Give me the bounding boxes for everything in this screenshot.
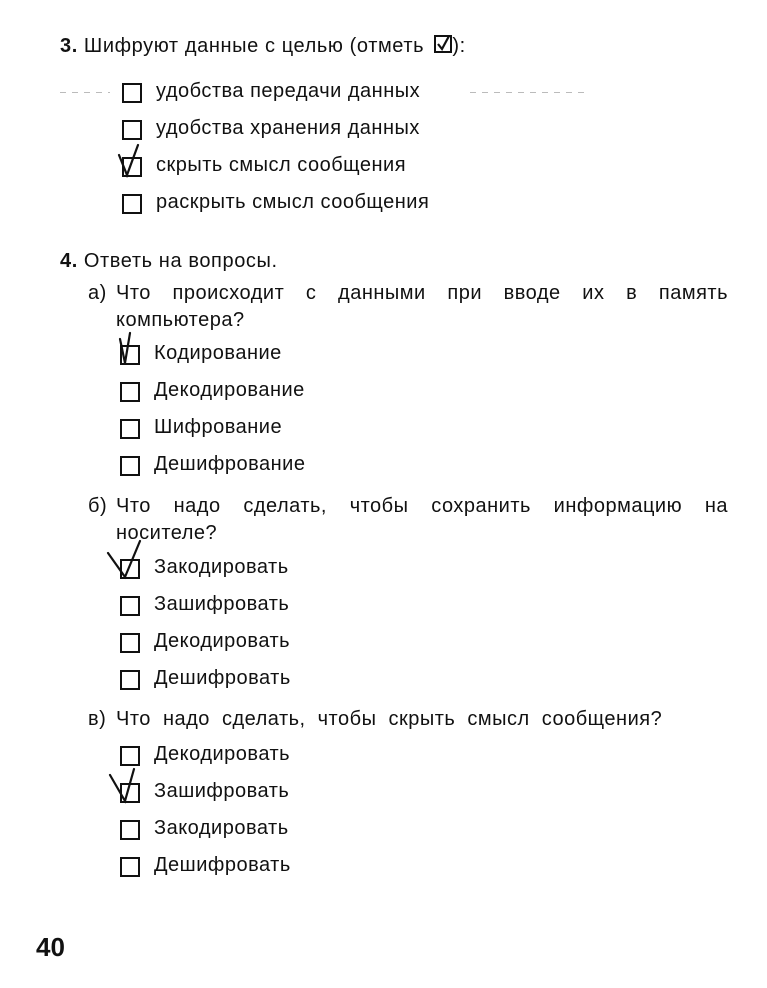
checkbox[interactable] — [120, 382, 140, 402]
checkbox-checked[interactable] — [122, 157, 142, 177]
sub-question-text: Что надо сделать, чтобы сохранить информацию на носителе? — [116, 495, 728, 544]
option-label: Закодировать — [154, 817, 289, 839]
question-4b — [88, 493, 728, 547]
option-label: удобства хранения данных — [156, 117, 420, 139]
handwritten-check-icon — [114, 543, 148, 583]
sub-question-text: Что происходит с данными при вводе их в память компьютера? — [116, 282, 728, 331]
question-4-text: Ответь на вопросы. — [83, 250, 278, 272]
option-label: удобства передачи данных — [156, 80, 421, 102]
checkbox[interactable] — [120, 419, 140, 439]
checkbox[interactable] — [122, 83, 142, 103]
page-number: 40 — [36, 932, 65, 962]
checkbox[interactable] — [120, 633, 140, 653]
checkbox[interactable] — [120, 670, 140, 690]
faint-rule — [60, 92, 110, 93]
question-3-number: 3. — [60, 35, 78, 57]
sub-letter: б) — [88, 495, 108, 517]
question-4-number: 4. — [60, 250, 78, 272]
faint-rule — [470, 92, 590, 93]
checkbox-checked[interactable] — [120, 559, 140, 579]
sub-question-text: Что надо сделать, чтобы скрыть смысл сообщения? — [116, 708, 663, 730]
handwritten-check-icon — [114, 767, 148, 807]
option-label: Декодировать — [154, 743, 291, 765]
option-label: Шифрование — [154, 416, 283, 438]
question-4-heading — [60, 250, 278, 273]
option-label: Дешифровать — [154, 667, 291, 689]
checkbox[interactable] — [120, 746, 140, 766]
question-3-text-end: ): — [452, 35, 466, 57]
sub-letter: а) — [88, 282, 107, 304]
option-label: скрыть смысл сообщения — [156, 154, 407, 176]
checkmark-sample-icon — [434, 35, 452, 53]
option-label: Декодирование — [154, 379, 305, 401]
checkbox-checked[interactable] — [120, 345, 140, 365]
option-label: Кодирование — [154, 342, 282, 364]
question-4c — [88, 706, 728, 733]
checkbox[interactable] — [120, 596, 140, 616]
checkbox[interactable] — [122, 120, 142, 140]
checkbox-checked[interactable] — [120, 783, 140, 803]
option-label: раскрыть смысл сообщения — [156, 191, 430, 213]
question-4a — [88, 280, 728, 334]
option-label: Дешифрование — [154, 453, 306, 475]
checkbox[interactable] — [120, 857, 140, 877]
checkbox[interactable] — [120, 456, 140, 476]
checkbox[interactable] — [122, 194, 142, 214]
option-label: Дешифровать — [154, 854, 291, 876]
question-3-text: Шифруют данные с целью (отметь — [83, 35, 425, 57]
sub-letter: в) — [88, 708, 107, 730]
option-label: Зашифровать — [154, 780, 290, 802]
option-label: Декодировать — [154, 630, 291, 652]
option-label: Зашифровать — [154, 593, 290, 615]
question-3-heading — [60, 35, 466, 58]
option-label: Закодировать — [154, 556, 289, 578]
handwritten-check-icon — [116, 141, 150, 181]
handwritten-check-icon — [114, 329, 148, 369]
checkbox[interactable] — [120, 820, 140, 840]
